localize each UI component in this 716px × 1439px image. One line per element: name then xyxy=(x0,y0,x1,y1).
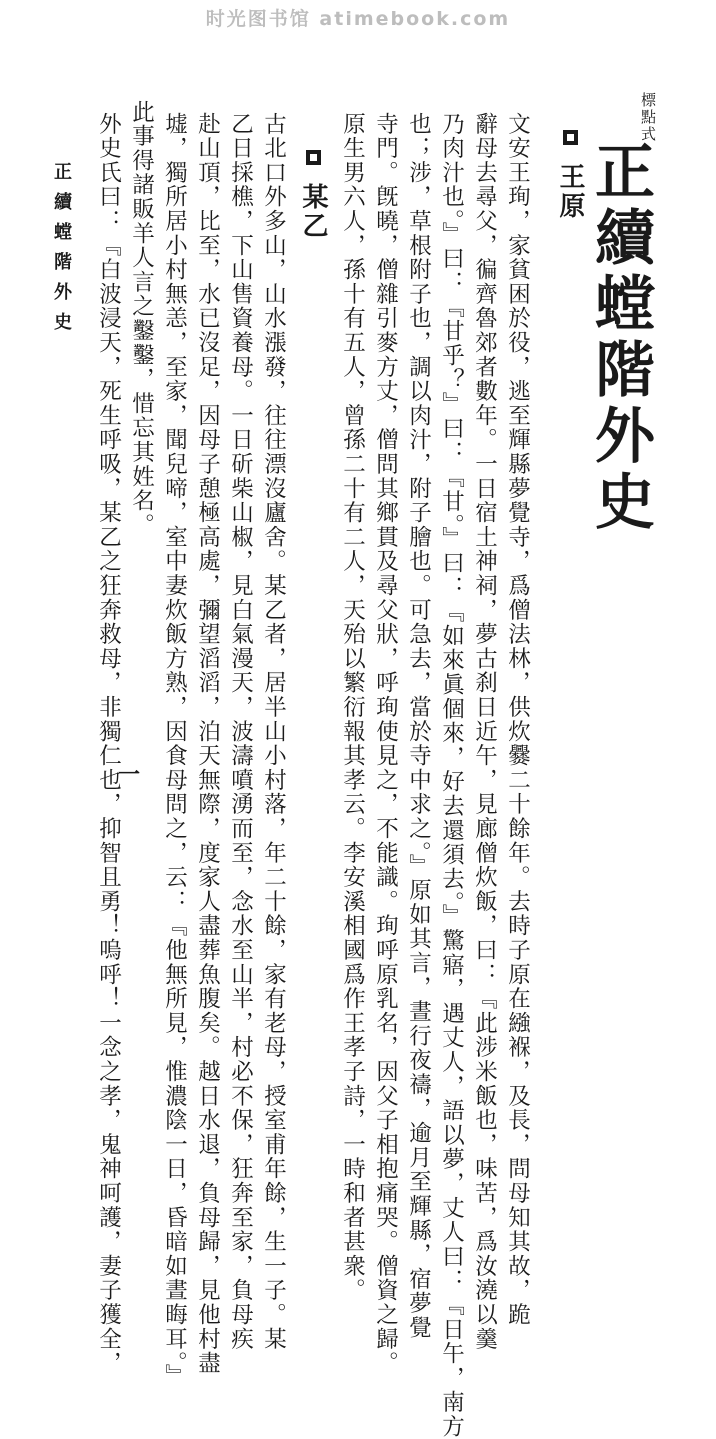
watermark: 时光图书馆 atimebook.com xyxy=(205,8,511,30)
page-number: 一 xyxy=(118,762,141,788)
heading-text: 某乙 xyxy=(298,183,328,242)
text-column: 也；涉，草根附子也，調以肉汁，附子膾也。可急去，當於寺中求之。』原如其言，晝行夜禱，逾月至輝縣，宿夢覺 xyxy=(405,112,432,1341)
section-heading-mou-yi xyxy=(300,150,326,241)
text-column: 辭母去尋父，徧齊魯郊者數年。一日宿土神祠，夢古刹日近午，見廊僧炊飯，曰：『此涉米飯也，味苦，爲汝澆以羹 xyxy=(471,112,498,1352)
text-column: 文安王珣，家貧困於役，逃至輝縣夢覺寺，爲僧法林，供炊爨二十餘年。去時子原在繈褓，及長，問母知其故，跪 xyxy=(504,112,531,1327)
section-heading-wang-yuan xyxy=(557,130,583,221)
margin-book-title: 正續螳階外史 xyxy=(51,162,72,342)
text-column: 乙日採樵，下山售資養母。一日斫柴山椒，見白氣漫天，波濤噴湧而至，念水至山半，村必不保，狂奔至家，負母疾 xyxy=(227,112,254,1352)
punctuation-label: 標點式 xyxy=(639,92,657,143)
text-column: 墟，獨所居小村無恙，至家，聞兒啼，室中妻炊飯方熟，因食母問之，云：『他無所見，惟濃陰一日，昏暗如晝晦耳。』 xyxy=(161,112,188,1389)
text-column: 乃肉汁也。』曰：『甘乎？』曰：『甘。』曰：『如來眞個來，好去還須去。』驚寤，遇丈人，語以夢，丈人曰：『日午，南方 xyxy=(438,112,465,1439)
section-marker-icon xyxy=(306,150,321,165)
text-column: 古北口外多山，山水漲發，往往漂沒廬舍。某乙者，居半山小村落，年二十餘，家有老母，授室甫年餘，生一子。某 xyxy=(260,112,287,1352)
text-column: 原生男六人，孫十有五人，曾孫二十有二人，天殆以繁衍報其孝云。李安溪相國爲作王孝子詩，一時和者甚衆。 xyxy=(339,112,366,1303)
section-marker-icon xyxy=(563,130,578,145)
text-column: 赴山頂，比至，水已沒足，因母子憩極高處，彌望滔滔，泊天無際，度家人盡葬魚腹矣。越日水退，負母歸，見他村盡 xyxy=(194,112,221,1376)
heading-text: 王原 xyxy=(555,163,585,222)
text-column: 外史氏曰：『白波浸天，死生呼吸，某乙之狂奔救母，非獨仁也，抑智且勇！嗚呼！一念之孝，鬼神呵護，妻子獲全， xyxy=(95,112,122,1376)
text-column: 此事得諸販羊人言之鑿鑿，惜忘其姓名。 xyxy=(128,100,155,538)
text-column: 寺門。旣曉，僧雜引麥方丈，僧問其鄉貫及尋父狀，呼珣使見之，不能識。珣呼原乳名，因父子相抱痛哭。僧資之歸。 xyxy=(372,112,399,1376)
book-title: 正續螳階外史 xyxy=(585,140,655,536)
